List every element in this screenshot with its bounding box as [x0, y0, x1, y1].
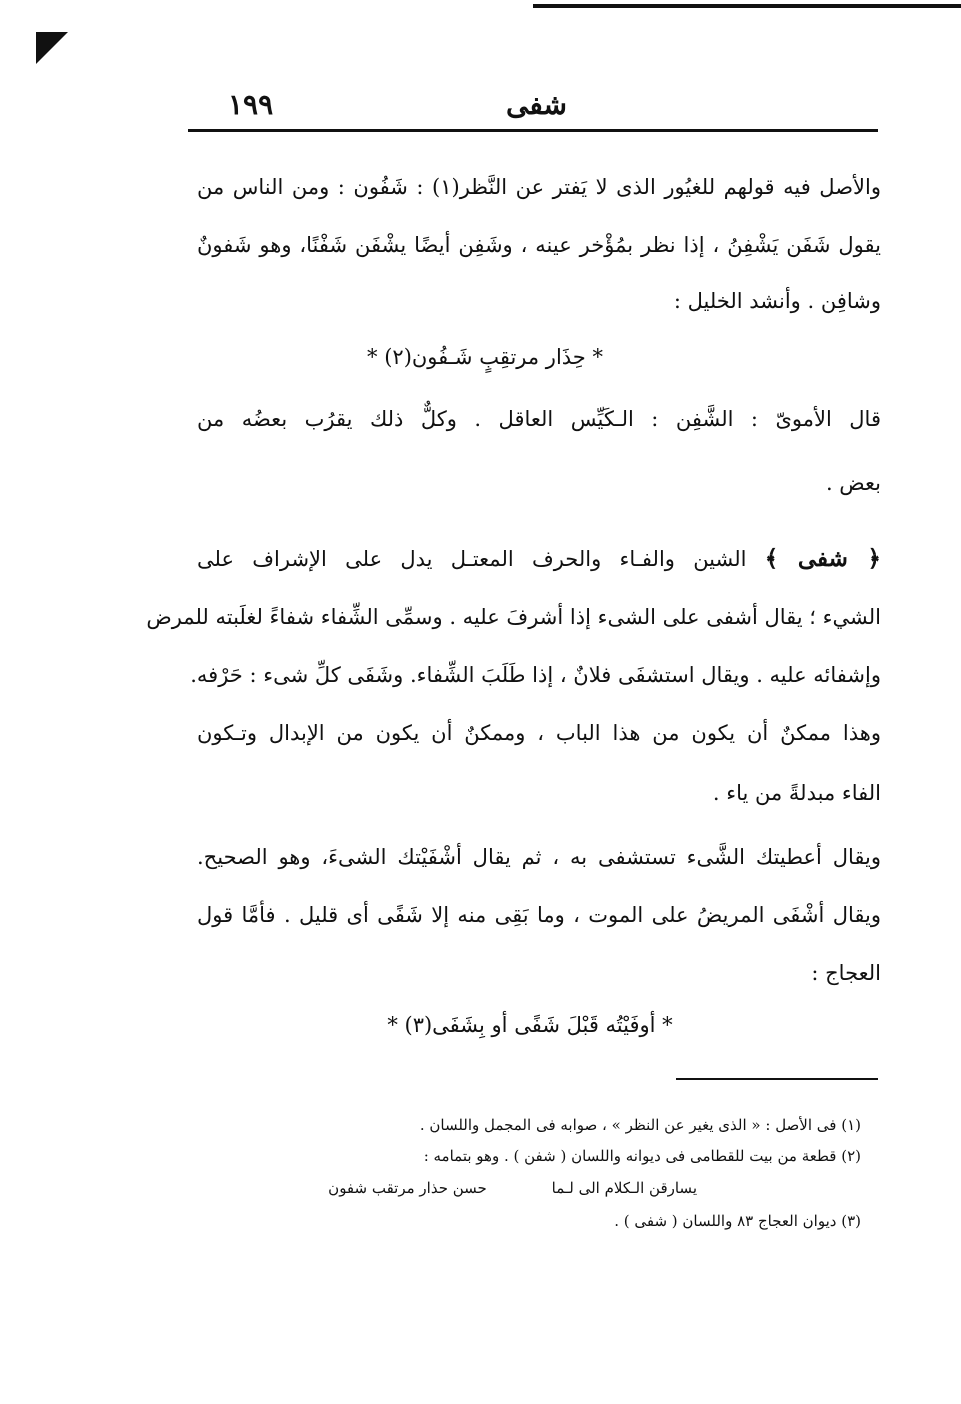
text-line: الفاء مبدلةً من ياء . [712, 781, 881, 805]
text-line: والأصل فيه قولهم للغيُور الذى لا يَفتر عن النَّظر(١) : شَفُون : ومن الناس من [197, 175, 881, 199]
text-line: ويقال أشْفَى المريضُ على الموت ، وما بَقِى منه إلا شَفًى أى قليل . فأمَّا قول [197, 903, 881, 927]
text-line: بعض . [825, 471, 881, 495]
text-line: الشيء ؛ يقال أشفى على الشىء إذا أشرفَ عليه . وسمِّى الشِّفاء شفاءً لغلَبته للمرض [146, 605, 881, 629]
page-header [188, 84, 878, 132]
footnote-1: (١) فى الأصل : « الذى يغير عن النظر » ، صوابه فى المجمل واللسان . [419, 1116, 861, 1134]
text-line: يقول شَفَن يَشْفِنُ ، إذا نظر بمُؤْخر عينه ، وشَفِن أيضًا يشْفَن شَفْنًا، وهو شَفونٌ [197, 233, 881, 257]
text-line: قال الأموىّ : الشَّفِن : الـكَيِّس العاقل . وكلٌّ ذلك يقرُب بعضُه من [197, 407, 881, 431]
running-head: شفى [506, 88, 567, 121]
header-rule [188, 129, 878, 132]
footnote-rule [676, 1078, 878, 1080]
entry-first-line [197, 544, 881, 574]
text-line: وشافِن . وأنشد الخليل : [673, 289, 881, 313]
text-line: وهذا ممكنٌ أن يكون من هذا الباب ، وممكنٌ أن يكون من الإبدال وتـكون [197, 721, 881, 745]
text-line: وإشفائه عليه . ويقال استشفَى فلانٌ ، إذا طَلَبَ الشِّفاء. وشَفَى كلِّ شىء : حَرْفه. [190, 663, 881, 687]
entry-definition: الشين والفـاء والحرف المعتـل يدل على الإشراف على [197, 547, 765, 571]
verse-hemistich: يسارقن الـكلام الى لـما [551, 1179, 697, 1197]
text-line: العجاج : [811, 961, 881, 985]
top-edge-rule [533, 4, 961, 8]
footnote-2-verse [283, 1177, 697, 1199]
footnote-3: (٣) ديوان العجاج ٨٣ واللسان ( شفى ) . [614, 1212, 861, 1230]
corner-triangle-mark [36, 32, 68, 64]
verse-line: * أوفَيْتُه قَبْلَ شَفًى أو بِشَفَى(٣) * [387, 1013, 673, 1037]
text-line: ويقال أعطيتك الشَّىء تستشفى به ، ثم يقال أشْفَيْتك الشىءَ، وهو الصحيح. [197, 845, 881, 869]
verse-hemistich: حسن حذار مرتقب شفون [328, 1179, 487, 1197]
entry-headword: ﴿ شفى ﴾ [764, 545, 882, 572]
page-number: ١٩٩ [228, 88, 274, 121]
footnote-2: (٢) قطعة من بيت للقطامى فى ديوانه واللسان ( شفن ) . وهو بتمامه : [423, 1147, 861, 1165]
verse-line: * حِذَار مرتقِبٍ شَـفُون(٢) * [367, 345, 603, 369]
